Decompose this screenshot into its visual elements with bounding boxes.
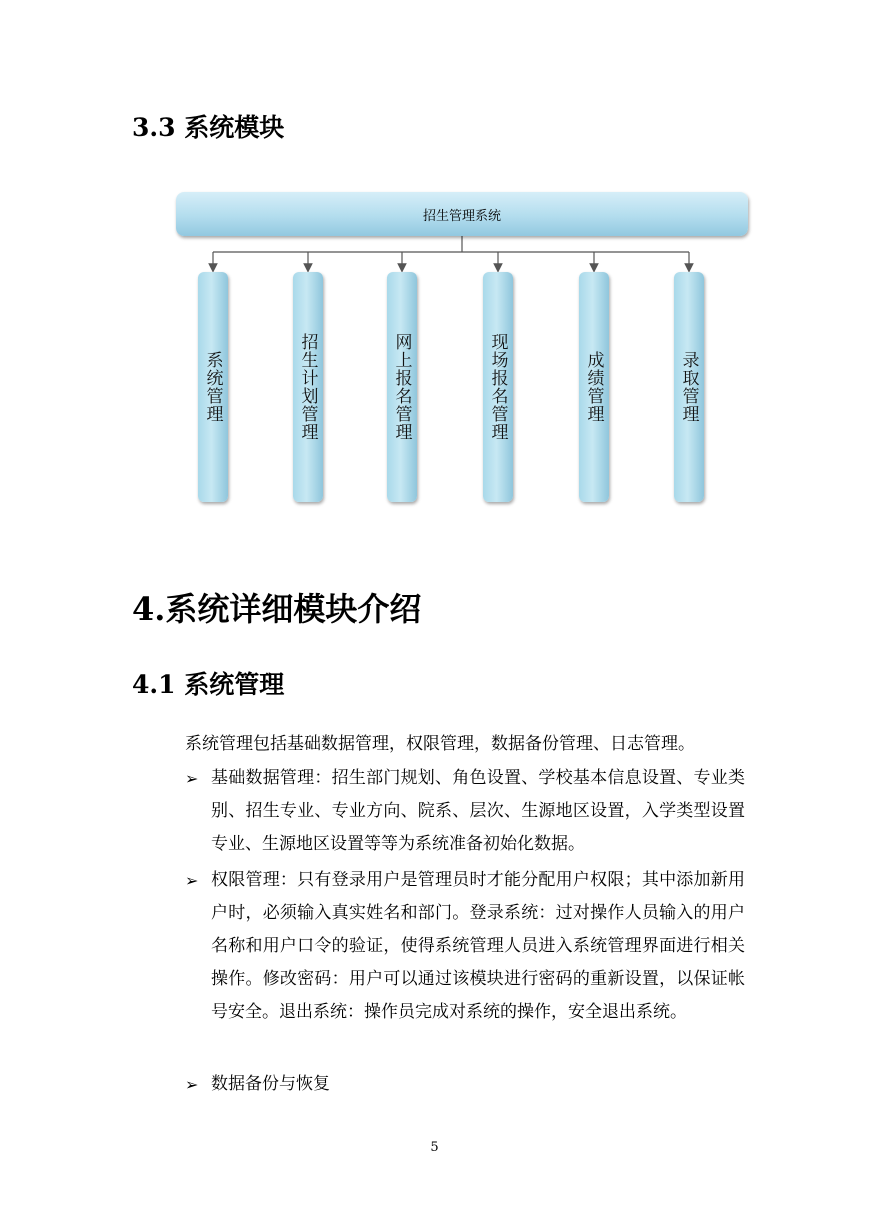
module-node-admission [674, 272, 704, 502]
module-node-enrollment-plan [293, 272, 323, 502]
module-diagram [0, 0, 869, 560]
module-label: 招生计划管理 [297, 333, 318, 441]
chapter-heading-4: 4.系统详细模块介绍 [132, 590, 422, 628]
list-item [185, 762, 745, 861]
module-label: 录取管理 [678, 351, 699, 423]
bullet-arrow-icon: ➢ [185, 1075, 199, 1094]
module-node-system [198, 272, 228, 502]
page-number: 5 [430, 1140, 439, 1155]
list-item [185, 1068, 745, 1101]
list-item [185, 864, 745, 1029]
module-node-scores [579, 272, 609, 502]
section-heading-4-1: 4.1 系统管理 [132, 670, 285, 699]
section-heading-3-3: 3.3 系统模块 [132, 113, 285, 142]
module-node-onsite-registration [483, 272, 513, 502]
bullet-arrow-icon: ➢ [185, 769, 199, 788]
list-item-text: 基础数据管理：招生部门规划、角色设置、学校基本信息设置、专业类别、招生专业、专业方向、院系、层次、生源地区设置，入学类型设置专业、生源地区设置等等为系统准备初始化数据。 [211, 768, 745, 854]
diagram-connectors [0, 0, 869, 560]
root-node-label: 招生管理系统 [422, 208, 501, 224]
module-node-online-registration [387, 272, 417, 502]
module-label: 成绩管理 [583, 351, 604, 423]
module-label: 现场报名管理 [487, 333, 508, 441]
module-label: 网上报名管理 [391, 333, 412, 441]
diagram-root-node [176, 192, 748, 236]
list-item-text: 数据备份与恢复 [211, 1074, 330, 1094]
bullet-arrow-icon: ➢ [185, 871, 199, 890]
intro-paragraph: 系统管理包括基础数据管理，权限管理，数据备份管理、日志管理。 [185, 734, 695, 754]
list-item-text: 权限管理：只有登录用户是管理员时才能分配用户权限；其中添加新用户时，必须输入真实姓名和部门。登录系统：过对操作人员输入的用户名称和用户口令的验证，使得系统管理人员进入系统管理界面进行相关操作。修改密码：用户可以通过该模块进行密码的重新设置，以保证帐号安全。退出系统：操作员完成对系统的操作，安全退出系统。 [211, 870, 745, 1022]
module-label: 系统管理 [202, 351, 223, 423]
